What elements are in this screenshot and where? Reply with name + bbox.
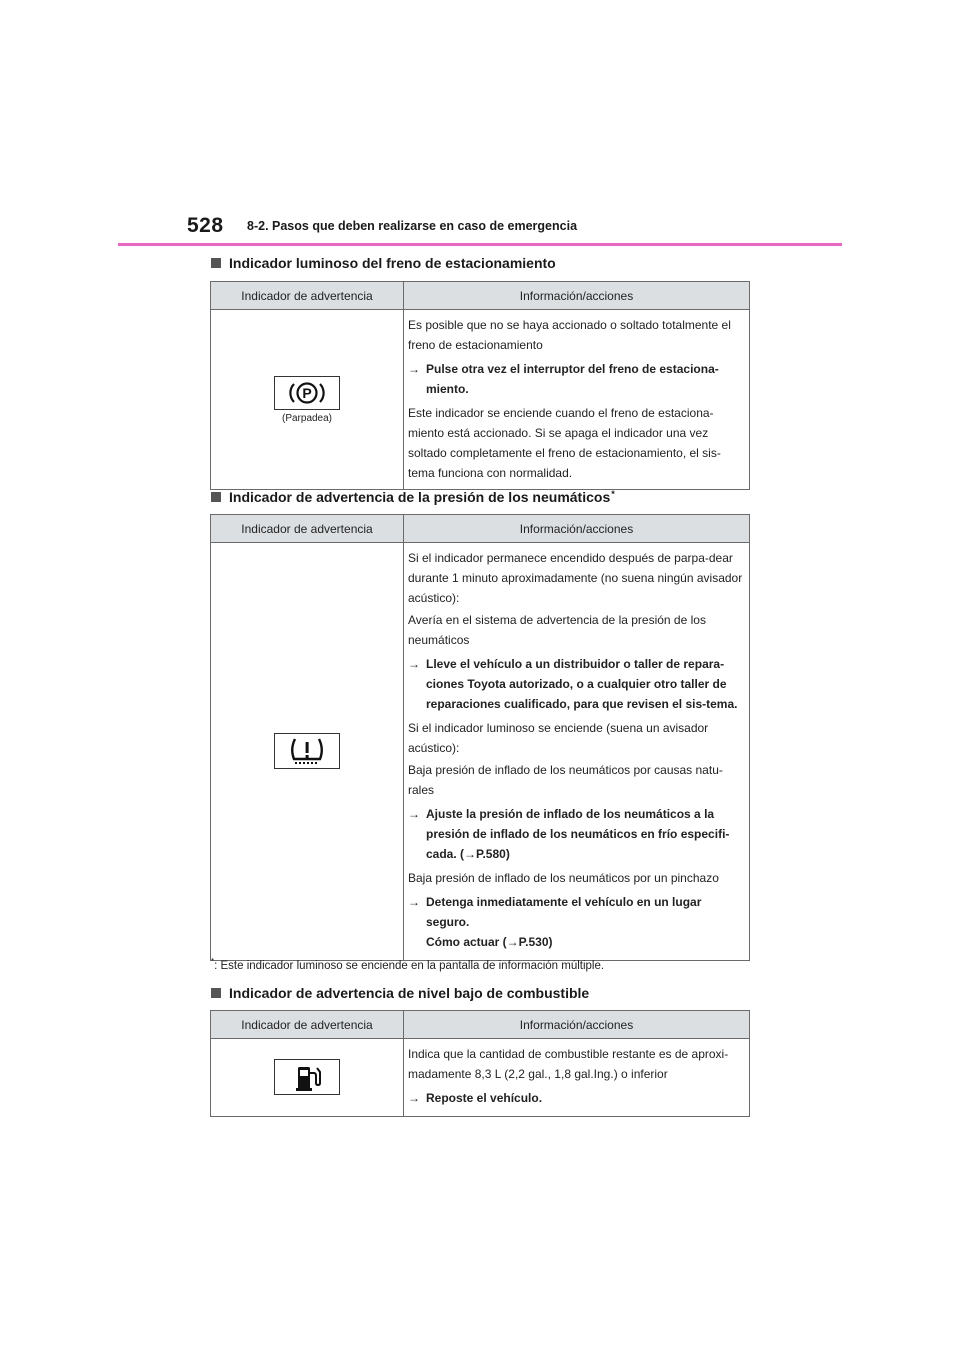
table-header-row [211,282,750,310]
info-text: Avería en el sistema de advertencia de la presión de los neumáticos [408,613,706,647]
tire-pressure-table [210,514,750,961]
column-header-warning: Indicador de advertencia [211,282,404,310]
column-header-info: Información/acciones [404,282,750,310]
svg-text:P: P [302,384,312,401]
footnote [211,957,604,972]
info-text: Si el indicador luminoso se enciende (suena un avisador acústico): [408,721,709,755]
fuel-pump-icon [274,1059,340,1095]
action-text: Pulse otra vez el interruptor del freno de estaciona-miento. [426,362,719,396]
tire-pressure-icon [274,733,340,769]
action-text: Detenga inmediatamente el vehículo en un lugar seguro. [426,895,702,929]
icon-cell [211,310,404,490]
asterisk-mark: * [611,489,615,499]
action-item [408,654,745,714]
icon-cell [211,1039,404,1117]
icon-cell [211,543,404,961]
info-cell [404,1039,750,1117]
table-row [211,310,750,490]
parking-brake-icon [274,376,340,410]
info-text: Es posible que no se haya accionado o soltado totalmente el freno de estacionamiento [408,318,731,352]
info-cell [404,543,750,961]
page-number: 528 [187,214,224,237]
section-title: Indicador de advertencia de nivel bajo de combustible [229,985,590,1001]
info-text: Si el indicador permanece encendido después de parpa-dear durante 1 minuto aproximadamente (no suena ningún avisador acústico): [408,551,743,605]
action-item [408,892,745,952]
bullet-square-icon [211,258,221,268]
arrow-icon: → [408,807,420,821]
action-text: Ajuste la presión de inflado de los neumáticos a la presión de inflado de los neumáticos en frío especifi-cada. (→P.580) [426,807,730,861]
column-header-info: Información/acciones [404,1011,750,1039]
arrow-icon: → [408,1091,420,1105]
table-row [211,1039,750,1117]
arrow-icon: → [408,362,420,376]
action-text: Cómo actuar (→P.530) [426,935,553,949]
arrow-icon: → [408,657,420,671]
action-text-group [426,892,745,952]
action-text: Lleve el vehículo a un distribuidor o taller de repara-ciones Toyota autorizado, o a cualquier otro taller de reparaciones cualificado, para que revisen el sis-tema. [426,657,738,711]
info-text: Baja presión de inflado de los neumáticos por causas natu-rales [408,763,723,797]
info-cell [404,310,750,490]
column-header-warning: Indicador de advertencia [211,515,404,543]
footnote-mark: * [211,957,215,966]
info-text: Indica que la cantidad de combustible restante es de aproxi-madamente 8,3 L (2,2 gal., 1,8 gal.Ing.) o inferior [408,1047,729,1081]
fuel-table [210,1010,750,1117]
action-item [408,804,745,864]
table-row [211,543,750,961]
chapter-title: 8-2. Pasos que deben realizarse en caso de emergencia [247,219,578,233]
info-text: Baja presión de inflado de los neumáticos por un pinchazo [408,871,719,885]
bullet-square-icon [211,492,221,502]
section-heading-tire-pressure [211,489,615,505]
info-text: Este indicador se enciende cuando el freno de estaciona-miento está accionado. Si se apaga el indicador una vez soltado completamente el freno de estacionamiento, el sis-tema funciona con normalidad. [408,406,721,480]
section-heading-fuel [211,985,589,1001]
header-divider [118,243,842,246]
action-item [408,359,745,399]
section-title: Indicador luminoso del freno de estacionamiento [229,255,556,271]
section-heading-parking-brake [211,255,556,271]
arrow-icon: → [408,895,420,909]
action-item [408,1088,745,1108]
column-header-warning: Indicador de advertencia [211,1011,404,1039]
action-text: Reposte el vehículo. [426,1091,543,1105]
table-header-row [211,1011,750,1039]
parking-brake-table [210,281,750,490]
column-header-info: Información/acciones [404,515,750,543]
icon-caption: (Parpadea) [281,412,333,424]
table-header-row [211,515,750,543]
footnote-text: : Este indicador luminoso se enciende en la pantalla de información múltiple. [214,959,605,972]
section-title: Indicador de advertencia de la presión de los neumáticos [229,489,611,505]
bullet-square-icon [211,988,221,998]
